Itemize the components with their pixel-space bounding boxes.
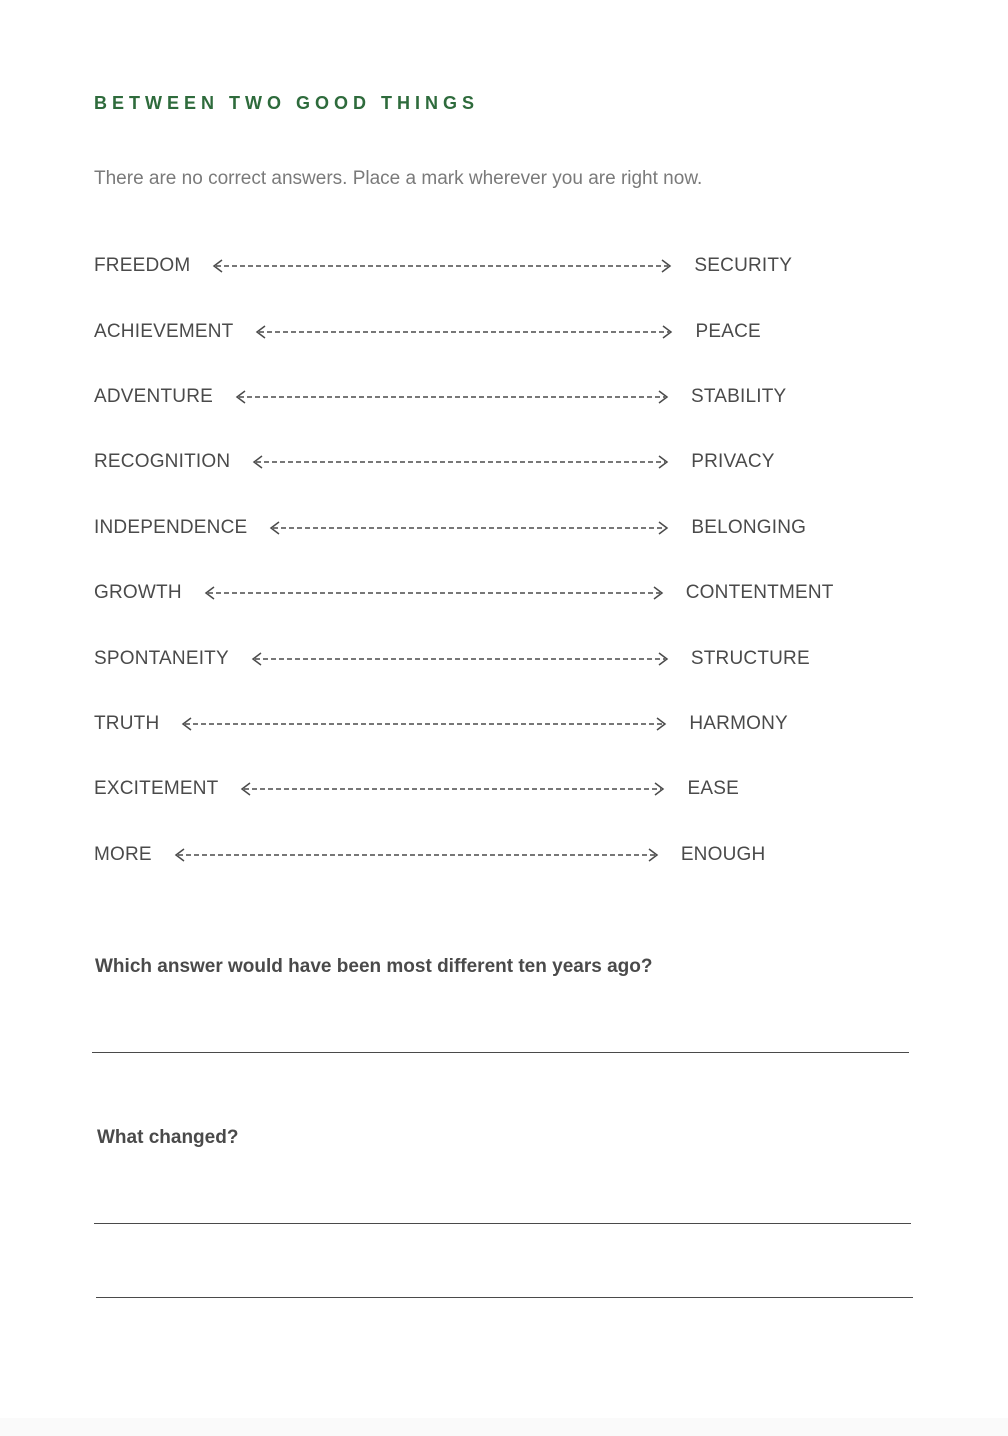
question-ten-years-ago: Which answer would have been most different ten years ago? xyxy=(95,956,653,977)
double-arrow-scale[interactable] xyxy=(252,452,669,472)
pair-left-label: MORE xyxy=(94,844,152,865)
pair-right-label: CONTENTMENT xyxy=(685,582,834,603)
double-arrow-scale[interactable] xyxy=(181,714,667,734)
pair-left-label: SPONTANEITY xyxy=(94,648,229,669)
double-arrow-scale[interactable] xyxy=(204,583,664,603)
double-arrow-scale[interactable] xyxy=(174,845,659,865)
arrow-graphic xyxy=(251,649,669,669)
pair-row xyxy=(94,384,786,410)
pair-row xyxy=(94,319,761,345)
double-arrow-scale[interactable] xyxy=(251,649,669,669)
pair-row xyxy=(94,776,739,802)
arrow-graphic xyxy=(269,518,669,538)
pair-right-label: ENOUGH xyxy=(680,844,766,865)
answer-line-1[interactable] xyxy=(92,1052,909,1053)
pair-row xyxy=(94,842,765,868)
pair-row xyxy=(94,449,775,475)
arrow-graphic xyxy=(204,583,664,603)
pair-right-label: PRIVACY xyxy=(691,451,775,472)
arrow-graphic xyxy=(212,256,672,276)
pair-right-label: HARMONY xyxy=(689,713,788,734)
double-arrow-scale[interactable] xyxy=(255,322,673,342)
worksheet-title: BETWEEN TWO GOOD THINGS xyxy=(94,93,479,113)
arrow-graphic xyxy=(240,779,665,799)
arrow-graphic xyxy=(255,322,673,342)
double-arrow-scale[interactable] xyxy=(240,779,665,799)
pair-row xyxy=(94,515,806,541)
pair-left-label: RECOGNITION xyxy=(94,451,231,472)
pair-right-label: SECURITY xyxy=(694,255,793,276)
pair-row xyxy=(94,711,788,737)
pair-left-label: ACHIEVEMENT xyxy=(94,321,234,342)
double-arrow-scale[interactable] xyxy=(269,518,669,538)
double-arrow-scale[interactable] xyxy=(235,387,669,407)
arrow-graphic xyxy=(252,452,669,472)
pair-left-label: EXCITEMENT xyxy=(94,778,219,799)
pair-row xyxy=(94,580,834,606)
pair-right-label: EASE xyxy=(687,778,739,799)
page-footer-band xyxy=(0,1418,1008,1436)
answer-line-3[interactable] xyxy=(96,1297,913,1298)
question-what-changed: What changed? xyxy=(97,1127,239,1148)
pair-row xyxy=(94,253,792,279)
answer-line-2[interactable] xyxy=(94,1223,911,1224)
pair-right-label: STABILITY xyxy=(690,386,787,407)
pair-right-label: STRUCTURE xyxy=(690,648,810,669)
pair-left-label: FREEDOM xyxy=(94,255,191,276)
worksheet-intro: There are no correct answers. Place a mark wherever you are right now. xyxy=(94,168,703,189)
pair-row xyxy=(94,646,810,672)
pair-left-label: TRUTH xyxy=(94,713,160,734)
pair-right-label: BELONGING xyxy=(691,517,807,538)
arrow-graphic xyxy=(235,387,669,407)
pair-left-label: INDEPENDENCE xyxy=(94,517,248,538)
pair-right-label: PEACE xyxy=(695,321,761,342)
pair-left-label: GROWTH xyxy=(94,582,182,603)
arrow-graphic xyxy=(181,714,667,734)
arrow-graphic xyxy=(174,845,659,865)
double-arrow-scale[interactable] xyxy=(212,256,672,276)
pair-left-label: ADVENTURE xyxy=(94,386,213,407)
